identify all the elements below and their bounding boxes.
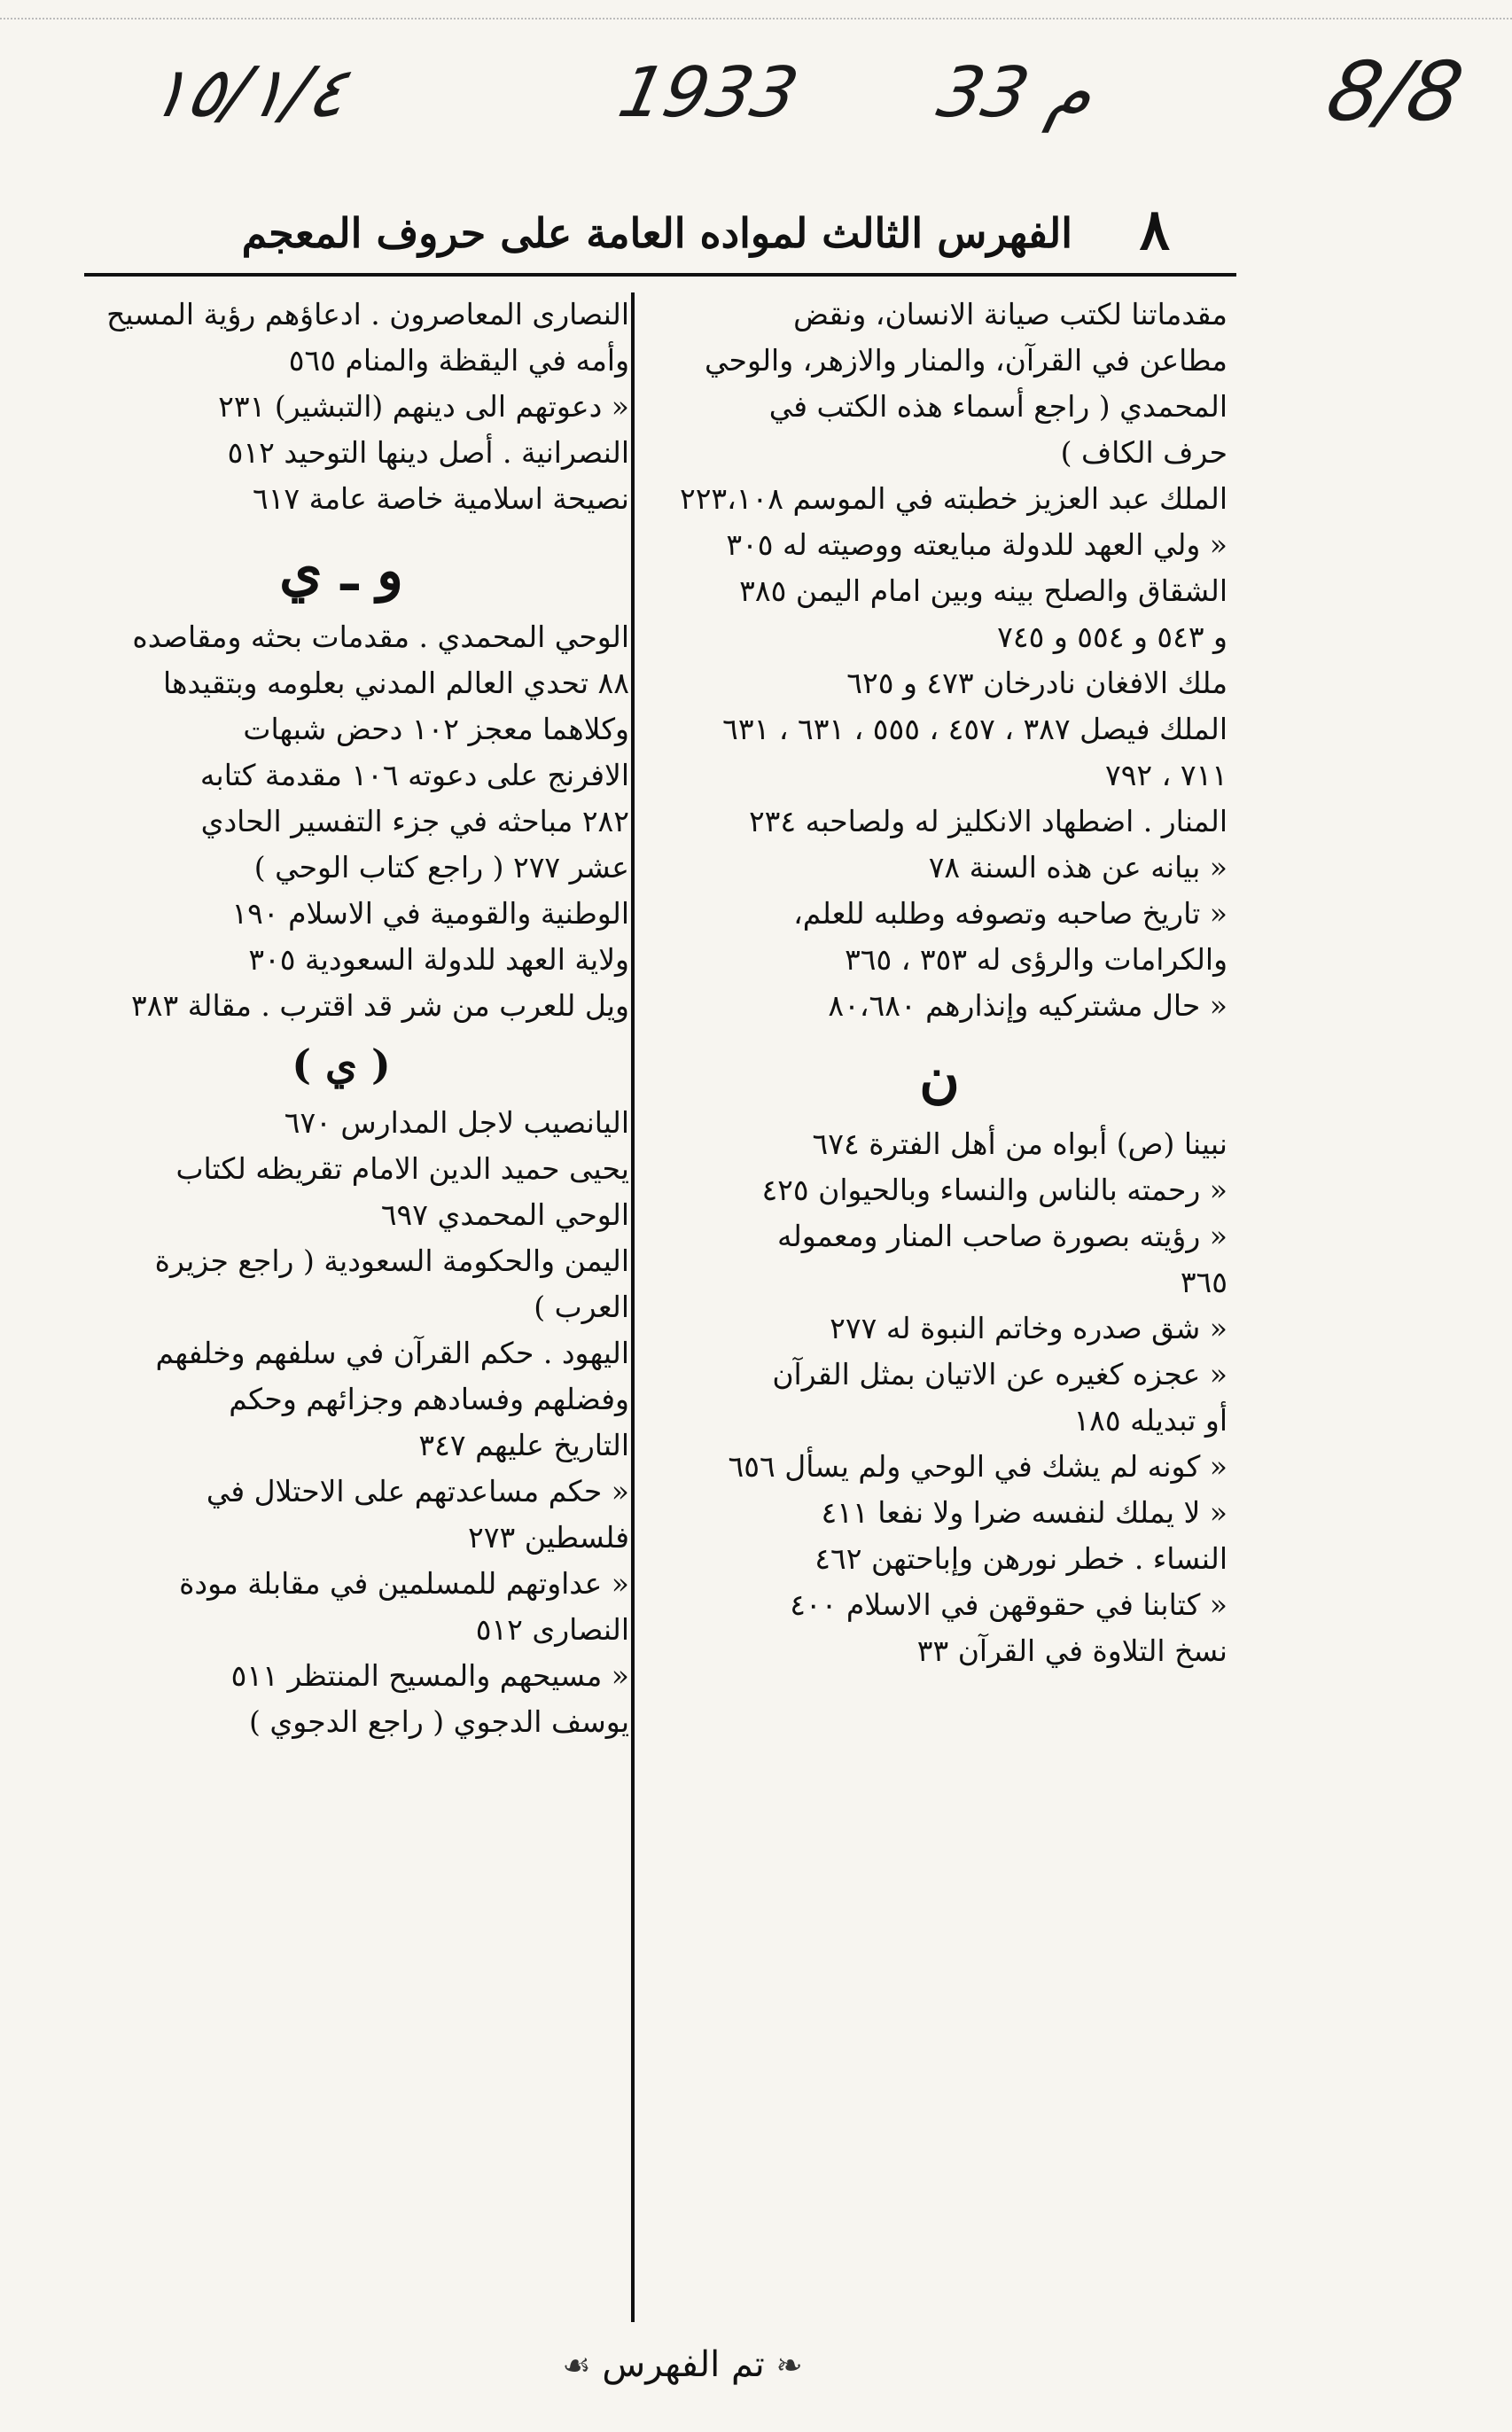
index-entry: حرف الكاف )	[1060, 435, 1228, 470]
index-entry: « لا يملك لنفسه ضرا ولا نفعا ٤١١	[821, 1495, 1228, 1530]
page-edge	[0, 18, 1512, 19]
left-column	[53, 292, 629, 1746]
index-entry: وكلاهما معجز ١٠٢ دحض شبهات	[243, 712, 629, 746]
index-entry: ويل للعرب من شر قد اقترب . مقالة ٣٨٣	[131, 988, 629, 1023]
header-rule	[84, 273, 1236, 277]
index-entry: والكرامات والرؤى له ٣٥٣ ، ٣٦٥	[845, 942, 1228, 977]
index-entry: « بيانه عن هذه السنة ٧٨	[928, 850, 1228, 885]
index-entry: اليانصيب لاجل المدارس ٦٧٠	[284, 1105, 629, 1140]
index-entry: « حال مشتركيه وإنذارهم ٨٠،٦٨٠	[828, 988, 1228, 1023]
handwritten-volume: م 33	[931, 53, 1101, 133]
index-entry: « تاريخ صاحبه وتصوفه وطلبه للعلم،	[793, 896, 1228, 931]
page-number: ٨	[1139, 197, 1170, 263]
footer-text: تم الفهرس	[602, 2344, 765, 2385]
index-entry: مطاعن في القرآن، والمنار والازهر، والوحي	[705, 343, 1228, 378]
index-entry: وفضلهم وفسادهم وجزائهم وحكم	[229, 1382, 629, 1416]
page-header	[239, 197, 1170, 277]
column-divider	[631, 292, 635, 2322]
index-entry: أو تبديله ١٨٥	[1073, 1403, 1228, 1438]
index-entry: الشقاق والصلح بينه وبين امام اليمن ٣٨٥	[739, 573, 1228, 608]
index-entry: « كونه لم يشك في الوحي ولم يسأل ٦٥٦	[728, 1449, 1228, 1484]
index-entry: نصيحة اسلامية خاصة عامة ٦١٧	[252, 481, 629, 516]
index-entry: ٨٨ تحدي العالم المدني بعلومه وبتقيدها	[162, 666, 629, 700]
section-heading: ( ي )	[292, 1041, 391, 1088]
footer	[461, 2344, 904, 2385]
index-entry: نسخ التلاوة في القرآن ٣٣	[916, 1633, 1228, 1668]
section-heading: و ـ ي	[279, 538, 403, 603]
index-entry: نبينا (ص) أبواه من أهل الفترة ٦٧٤	[812, 1126, 1228, 1161]
index-entry: « رحمته بالناس والنساء وبالحيوان ٤٢٥	[761, 1173, 1228, 1207]
right-column	[651, 292, 1228, 1675]
index-entry: فلسطين ٢٧٣	[468, 1520, 629, 1555]
index-entry: وأمه في اليقظة والمنام ٥٦٥	[288, 343, 629, 378]
index-entry: الافرنج على دعوته ١٠٦ مقدمة كتابه	[199, 758, 629, 792]
index-entry: اليمن والحكومة السعودية ( راجع جزيرة	[154, 1243, 629, 1278]
index-entry: « مسيحهم والمسيح المنتظر ٥١١	[230, 1658, 629, 1693]
index-entry: الملك عبد العزيز خطبته في الموسم ٢٢٣،١٠٨	[679, 481, 1228, 516]
index-entry: « عداوتهم للمسلمين في مقابلة مودة	[179, 1566, 629, 1601]
index-entry: يحيى حميد الدين الامام تقريظه لكتاب	[175, 1151, 629, 1186]
section-heading: ن	[919, 1045, 960, 1110]
index-entry: « شق صدره وخاتم النبوة له ٢٧٧	[830, 1311, 1228, 1345]
index-entry: النساء . خطر نورهن وإباحتهن ٤٦٢	[814, 1541, 1228, 1576]
index-entry: ٢٨٢ مباحثه في جزء التفسير الحادي	[200, 804, 629, 838]
index-entry: النصارى ٥١٢	[475, 1612, 629, 1647]
index-entry: المحمدي ( راجع أسماء هذه الكتب في	[768, 389, 1228, 424]
index-entry: التاريخ عليهم ٣٤٧	[418, 1428, 629, 1462]
handwritten-date: ١٥/١/٤	[142, 53, 355, 133]
index-entry: ٧١١ ، ٧٩٢	[1104, 758, 1228, 792]
index-entry: عشر ٢٧٧ ( راجع كتاب الوحي )	[253, 850, 629, 885]
page-title: الفهرس الثالث لمواده العامة على حروف المعجم	[241, 209, 1072, 257]
index-entry: ولاية العهد للدولة السعودية ٣٠٥	[248, 942, 629, 977]
index-entry: « كتابنا في حقوقهن في الاسلام ٤٠٠	[790, 1587, 1228, 1622]
index-entry: الوطنية والقومية في الاسلام ١٩٠	[231, 896, 629, 931]
index-entry: « عجزه كغيره عن الاتيان بمثل القرآن	[772, 1357, 1228, 1391]
index-entry: النصارى المعاصرون . ادعاؤهم رؤية المسيح	[106, 297, 629, 331]
index-entry: الملك فيصل ٣٨٧ ، ٤٥٧ ، ٥٥٥ ، ٦٣١ ، ٦٣١	[722, 712, 1228, 746]
index-entry: « رؤيته بصورة صاحب المنار ومعموله	[777, 1219, 1228, 1253]
index-entry: يوسف الدجوي ( راجع الدجوي )	[249, 1704, 629, 1739]
index-entry: « حكم مساعدتهم على الاحتلال في	[206, 1474, 629, 1508]
index-entry: ملك الافغان نادرخان ٤٧٣ و ٦٢٥	[846, 666, 1228, 700]
index-entry: المنار . اضطهاد الانكليز له ولصاحبه ٢٣٤	[748, 804, 1228, 838]
index-entry: النصرانية . أصل دينها التوحيد ٥١٢	[227, 435, 629, 470]
index-entry: مقدماتنا لكتب صيانة الانسان، ونقض	[793, 297, 1228, 331]
handwritten-year: 1933	[612, 53, 806, 133]
index-entry: الوحي المحمدي ٦٩٧	[380, 1197, 629, 1232]
index-entry: العرب )	[534, 1290, 629, 1324]
index-entry: « ولي العهد للدولة مبايعته ووصيته له ٣٠٥	[726, 527, 1228, 562]
index-entry: و ٥٤٣ و ٥٥٤ و ٧٤٥	[997, 620, 1228, 654]
index-entry: الوحي المحمدي . مقدمات بحثه ومقاصده	[132, 620, 629, 654]
handwritten-page-count: 8/8	[1319, 44, 1471, 139]
index-entry: اليهود . حكم القرآن في سلفهم وخلفهم	[155, 1336, 629, 1370]
ornament-icon: ❧	[775, 2348, 803, 2384]
ornament-icon: ☙	[562, 2348, 591, 2384]
index-entry: « دعوتهم الى دينهم (التبشير) ٢٣١	[218, 389, 629, 424]
index-entry: ٣٦٥	[1180, 1265, 1228, 1299]
